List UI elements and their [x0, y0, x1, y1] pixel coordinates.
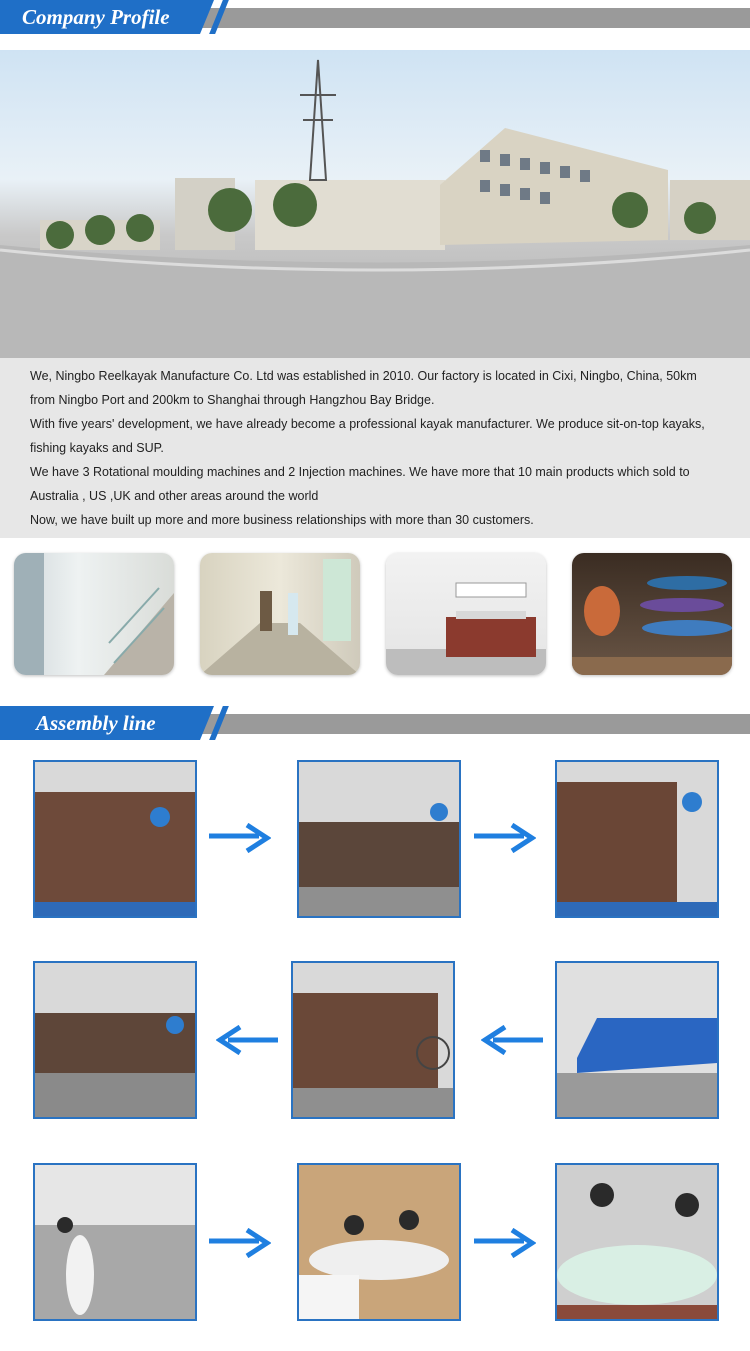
- company-paragraph: Now, we have built up more and more business relationships with more than 30 customers.: [30, 513, 534, 527]
- left-arrow-icon: [216, 1025, 278, 1055]
- kayak-showroom-photo: [572, 553, 732, 675]
- company-profile-header: [0, 0, 750, 34]
- assembly-step-1-photo: [33, 760, 197, 918]
- office-photo: [386, 553, 546, 675]
- factory-panorama-photo: [0, 50, 750, 358]
- assembly-step-4-photo: [555, 961, 719, 1119]
- company-profile-title: Company Profile: [22, 5, 170, 29]
- assembly-step-5-photo: [291, 961, 455, 1119]
- left-arrow-icon: [481, 1025, 543, 1055]
- hallway-staircase-photo: [14, 553, 174, 675]
- assembly-line-header: [0, 706, 750, 740]
- right-arrow-icon: [474, 1228, 536, 1258]
- header-tab: [0, 0, 200, 34]
- assembly-step-7-photo: [33, 1163, 197, 1321]
- header-tab: [0, 706, 200, 740]
- corridor-photo: [200, 553, 360, 675]
- assembly-line-title: Assembly line: [36, 711, 156, 735]
- assembly-step-3-photo: [555, 760, 719, 918]
- company-paragraph: We have 3 Rotational moulding machines and 2 Injection machines. We have more that 10 main products which sold to Australia , US ,UK and other areas around the world: [30, 465, 690, 503]
- right-arrow-icon: [209, 1228, 271, 1258]
- right-arrow-icon: [474, 823, 536, 853]
- company-paragraph: With five years' development, we have already become a professional kayak manufacturer. We produce sit-on-top kayaks, fishing kayaks and SUP.: [30, 417, 705, 455]
- assembly-step-2-photo: [297, 760, 461, 918]
- assembly-step-6-photo: [33, 961, 197, 1119]
- assembly-step-8-photo: [297, 1163, 461, 1321]
- assembly-step-9-photo: [555, 1163, 719, 1321]
- company-description-panel: [0, 358, 750, 538]
- company-paragraph: We, Ningbo Reelkayak Manufacture Co. Ltd was established in 2010. Our factory is located in Cixi, Ningbo, China, 50km from Ningbo Port and 200km to Shanghai through Hangzhou Bay Bridge.: [30, 369, 697, 407]
- right-arrow-icon: [209, 823, 271, 853]
